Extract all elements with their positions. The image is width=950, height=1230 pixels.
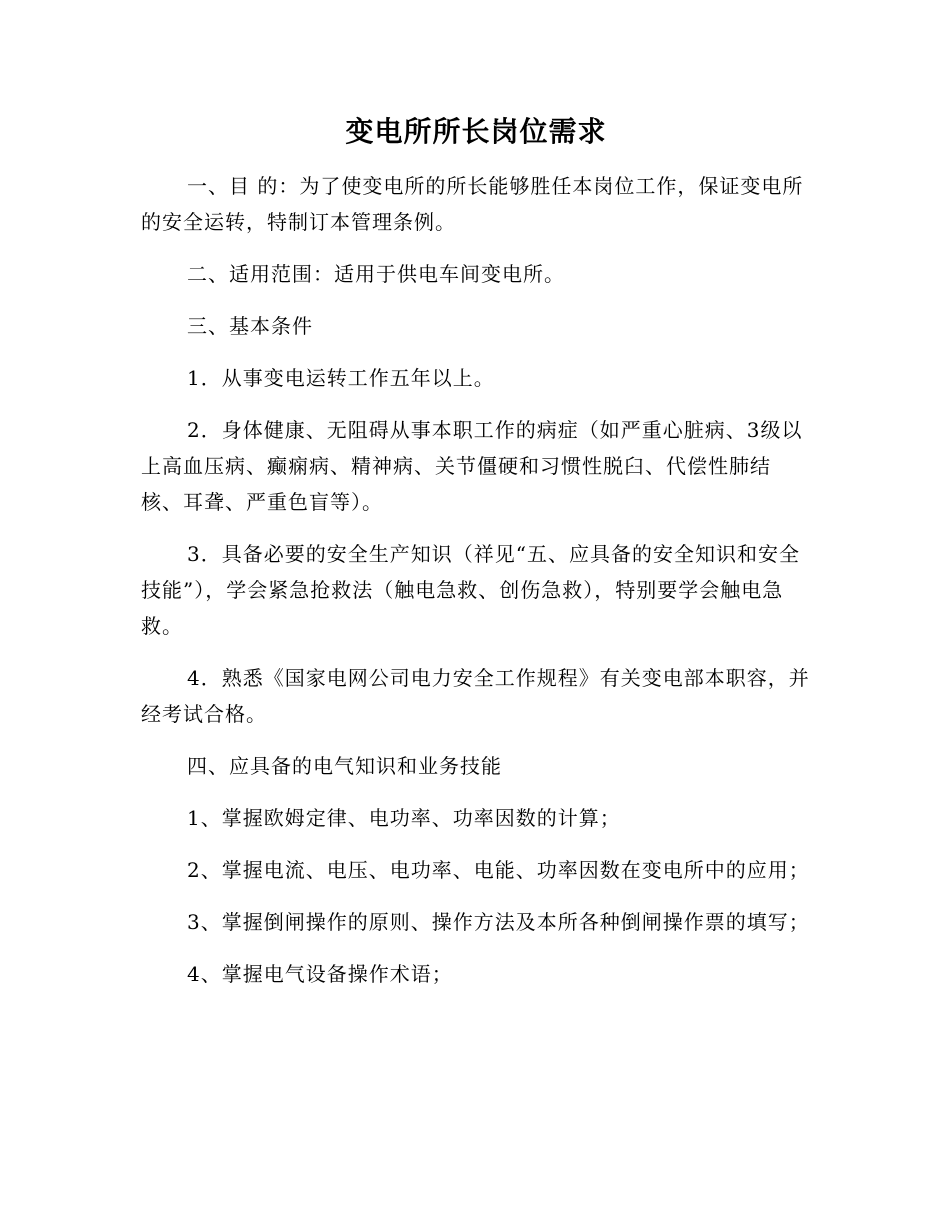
condition-item-1: 1．从事变电运转工作五年以上。 [187,366,495,390]
condition-item-2: 2．身体健康、无阻碍从事本职工作的病症（如严重心脏病、3级以上高血压病、癫痫病、精神病、关节僵硬和习惯性脱臼、代偿性肺结核、耳聋、严重色盲等）。 [141,418,803,514]
condition-item-3: 3．具备必要的安全生产知识（祥见“五、应具备的安全知识和安全技能”），学会紧急抢救法（触电急救、创伤急救），特别要学会触电急救。 [141,542,800,638]
paragraph-purpose: 一、目 的：为了使变电所的所长能够胜任本岗位工作，保证变电所的安全运转，特制订本管理条例。 [141,174,804,234]
skill-item-1: 1、掌握欧姆定律、电功率、功率因数的计算； [187,806,621,830]
paragraph-scope: 二、适用范围：适用于供电车间变电所。 [187,262,565,286]
skill-item-4: 4、掌握电气设备操作术语； [187,962,453,986]
skill-item-2: 2、掌握电流、电压、电功率、电能、功率因数在变电所中的应用； [187,858,810,882]
document-body [141,112,811,1008]
document-title: 变电所所长岗位需求 [345,115,607,148]
section-heading-basic-conditions: 三、基本条件 [187,314,313,338]
skill-item-3: 3、掌握倒闸操作的原则、操作方法及本所各种倒闸操作票的填写； [187,910,810,934]
condition-item-4: 4．熟悉《国家电网公司电力安全工作规程》有关变电部本职容，并经考试合格。 [141,666,810,726]
section-heading-knowledge-skills: 四、应具备的电气知识和业务技能 [187,754,502,778]
